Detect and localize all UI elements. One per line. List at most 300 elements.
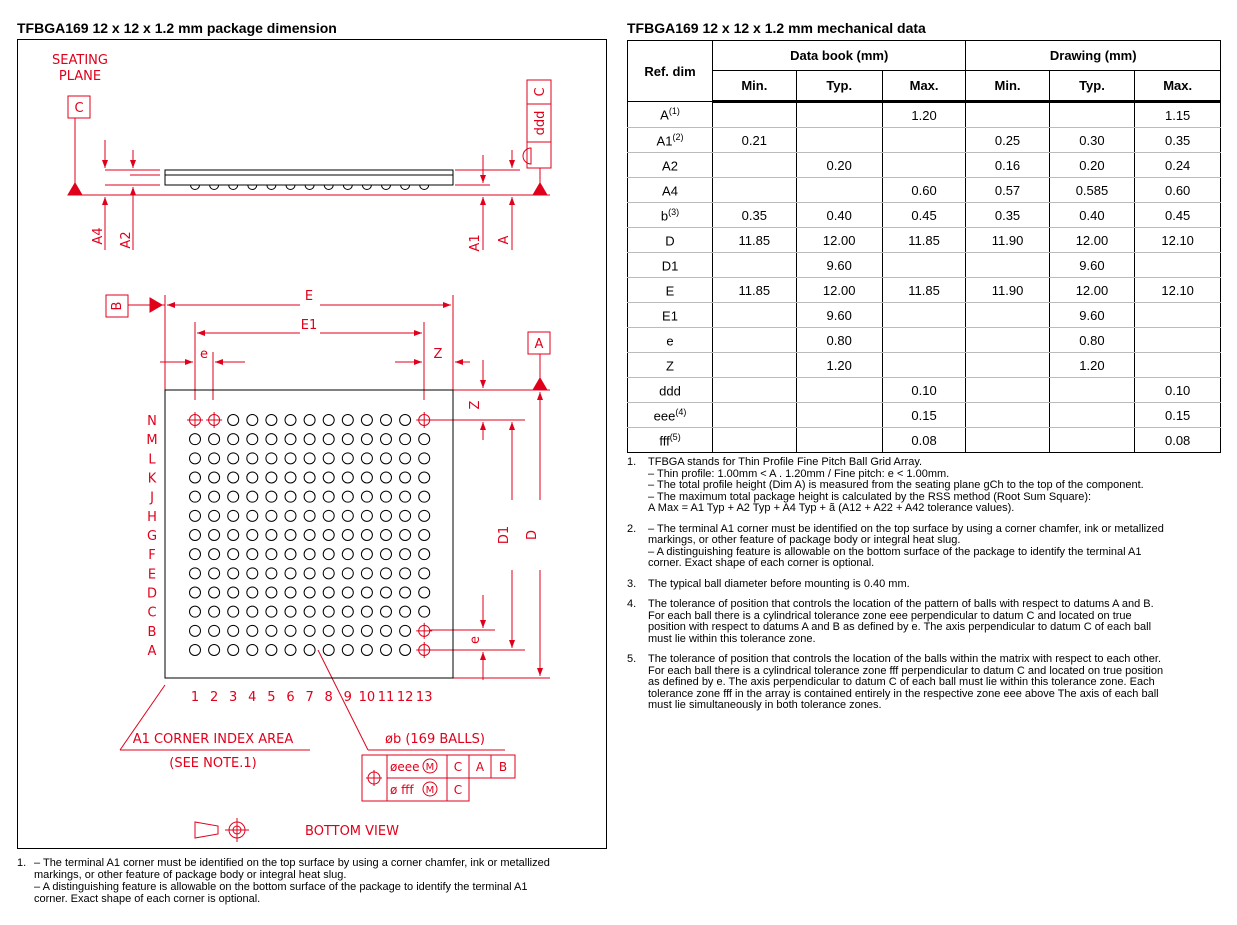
ball: [381, 568, 392, 579]
sub-header: Max.: [1135, 71, 1221, 102]
value-cell: [966, 328, 1049, 353]
side-ball: [401, 185, 410, 190]
ball: [304, 530, 315, 541]
note-number: 4.: [627, 598, 637, 610]
ball: [400, 472, 411, 483]
column-label: 8: [324, 690, 333, 705]
value-cell: 12.10: [1135, 278, 1221, 303]
value-cell: 0.40: [796, 203, 882, 228]
side-ball: [382, 185, 391, 190]
ball: [285, 587, 296, 598]
ball: [266, 415, 277, 426]
sub-header: Min.: [966, 71, 1049, 102]
value-cell: 0.40: [1049, 203, 1135, 228]
ball: [400, 415, 411, 426]
value-cell: [713, 328, 797, 353]
ref-dim-cell: ddd: [628, 378, 713, 403]
ball: [323, 510, 334, 521]
corner-index-label: A1 CORNER INDEX AREA: [132, 732, 294, 747]
e-width-label: E: [304, 289, 314, 304]
column-label: 3: [229, 690, 238, 705]
side-ball: [324, 185, 333, 190]
ball: [228, 491, 239, 502]
note-item: [627, 599, 1221, 645]
value-cell: 0.80: [1049, 328, 1135, 353]
z-vertical-label: Z: [468, 400, 483, 410]
ball: [266, 453, 277, 464]
note-number: 3.: [627, 577, 637, 590]
note-number: 5.: [627, 653, 637, 665]
ball: [304, 549, 315, 560]
value-cell: [1135, 253, 1221, 278]
ball: [342, 472, 353, 483]
value-cell: 0.35: [1135, 128, 1221, 153]
ball: [304, 568, 315, 579]
ball: [209, 453, 220, 464]
ball: [209, 491, 220, 502]
value-cell: 0.21: [713, 128, 797, 153]
ball: [228, 434, 239, 445]
ball: [266, 549, 277, 560]
ball: [266, 472, 277, 483]
value-cell: [1135, 353, 1221, 378]
ball: [190, 645, 201, 656]
sub-header: Min.: [713, 71, 797, 102]
table-row: [628, 203, 1221, 228]
row-label: N: [147, 414, 157, 429]
ball: [285, 625, 296, 636]
ball: [400, 625, 411, 636]
side-ball: [248, 185, 257, 189]
value-cell: 11.85: [713, 278, 797, 303]
ball: [304, 625, 315, 636]
side-ball: [305, 185, 314, 190]
note-line: – The terminal A1 corner must be identified on the top surface by using a corner chamfer, ink or metallized: [648, 522, 1164, 535]
fcf-row1-datum-b: B: [498, 760, 508, 774]
ball: [228, 549, 239, 560]
ball: [381, 549, 392, 560]
table-notes: [627, 457, 1221, 721]
ball: [228, 415, 239, 426]
value-cell: 0.35: [713, 203, 797, 228]
side-ball: [362, 185, 371, 190]
value-cell: 12.00: [796, 228, 882, 253]
side-ball: [343, 185, 352, 190]
note-line: The tolerance of position that controls the location of the pattern of balls with respect to datums A and B.: [648, 598, 1154, 610]
ball: [228, 530, 239, 541]
ball: [419, 530, 430, 541]
ref-dim-cell: fff$^{(5)}$: [628, 428, 713, 453]
value-cell: 0.20: [796, 153, 882, 178]
ball: [266, 625, 277, 636]
table-row: [628, 428, 1221, 453]
note-line: – Thin profile: 1.00mm < A . 1.20mm / Fine pitch: e < 1.00mm.: [648, 467, 950, 480]
value-cell: 12.00: [796, 278, 882, 303]
ball: [323, 549, 334, 560]
value-cell: [966, 403, 1049, 428]
ball: [381, 625, 392, 636]
ball: [304, 491, 315, 502]
value-cell: [796, 403, 882, 428]
value-cell: [713, 378, 797, 403]
note-line: tolerance zone fff in the array is contained entirely in the respective zone eee above The axis of each ball: [648, 687, 1159, 700]
note-number: 1.: [627, 456, 637, 468]
ball: [400, 587, 411, 598]
ball: [285, 549, 296, 560]
row-label: H: [147, 509, 157, 525]
value-cell: [882, 328, 966, 353]
ball: [247, 645, 258, 656]
value-cell: 0.10: [882, 378, 966, 403]
pitch-vertical-label: e: [468, 636, 483, 644]
value-cell: 11.90: [966, 228, 1049, 253]
ball: [247, 606, 258, 617]
seating-plane-label-line2: PLANE: [58, 69, 102, 84]
ball: [209, 568, 220, 579]
balls-label: øb (169 BALLS): [385, 732, 485, 747]
sub-header: Typ.: [796, 71, 882, 102]
ball: [381, 645, 392, 656]
ball: [304, 645, 315, 656]
value-cell: 0.15: [1135, 403, 1221, 428]
ball: [304, 606, 315, 617]
package-dimension-drawing: [0, 0, 620, 860]
ball: [247, 453, 258, 464]
ball: [342, 549, 353, 560]
ball: [209, 472, 220, 483]
row-label: G: [146, 529, 158, 544]
row-label: F: [148, 548, 156, 564]
value-cell: 11.85: [882, 278, 966, 303]
value-cell: 0.08: [1135, 428, 1221, 453]
ball: [266, 530, 277, 541]
row-label: C: [147, 605, 157, 621]
ball: [323, 453, 334, 464]
ball: [247, 415, 258, 426]
datum-c-label: C: [74, 101, 84, 116]
column-labels: [191, 690, 433, 705]
drawing-footnote: [17, 857, 607, 905]
value-cell: [713, 253, 797, 278]
ball: [285, 645, 296, 656]
ball: [323, 645, 334, 656]
note-line: – The maximum total package height is calculated by the RSS method (Root Sum Square):: [648, 490, 1092, 503]
ball: [381, 491, 392, 502]
datum-a-label: A: [534, 337, 544, 352]
ball: [400, 568, 411, 579]
ball: [342, 453, 353, 464]
ball: [266, 645, 277, 656]
value-cell: 1.20: [796, 353, 882, 378]
value-cell: [713, 303, 797, 328]
ball: [285, 472, 296, 483]
column-label: 10: [358, 690, 376, 705]
ref-dim-cell: Z: [628, 353, 713, 378]
ball: [209, 625, 220, 636]
value-cell: [882, 353, 966, 378]
ball: [266, 606, 277, 617]
ball: [228, 568, 239, 579]
ball: [381, 434, 392, 445]
ball: [285, 434, 296, 445]
ball: [361, 568, 372, 579]
value-cell: 0.10: [1135, 378, 1221, 403]
corner-note-label: (SEE NOTE.1): [169, 756, 257, 771]
note-item: [627, 457, 1221, 515]
d-label: D: [525, 529, 540, 541]
ball: [342, 530, 353, 541]
row-label: J: [150, 490, 154, 506]
ball: [228, 587, 239, 598]
drawing-title: TFBGA169 12 x 12 x 1.2 mm package dimension: [17, 20, 337, 36]
value-cell: [1049, 428, 1135, 453]
side-ball: [267, 185, 276, 190]
ddd-label: ddd: [533, 110, 548, 136]
table-row: [628, 128, 1221, 153]
ball: [190, 549, 201, 560]
value-cell: 9.60: [1049, 253, 1135, 278]
ball-grid: [187, 412, 432, 658]
ball: [342, 491, 353, 502]
ball: [361, 472, 372, 483]
value-cell: [713, 178, 797, 203]
value-cell: 11.85: [882, 228, 966, 253]
ball: [381, 606, 392, 617]
note-line: The tolerance of position that controls the location of the balls within the matrix with respect to each other.: [648, 653, 1162, 665]
ball: [228, 472, 239, 483]
value-cell: [796, 178, 882, 203]
ball: [323, 587, 334, 598]
ref-dim-cell: D1: [628, 253, 713, 278]
value-cell: [966, 102, 1049, 128]
ball: [266, 434, 277, 445]
note-line: TFBGA stands for Thin Profile Fine Pitch Ball Grid Array.: [648, 456, 923, 468]
ball: [381, 453, 392, 464]
ball: [342, 415, 353, 426]
table-row: [628, 228, 1221, 253]
ball: [285, 530, 296, 541]
ball: [190, 587, 201, 598]
column-label: 5: [267, 690, 276, 705]
value-cell: 0.585: [1049, 178, 1135, 203]
ball: [266, 587, 277, 598]
ball: [266, 510, 277, 521]
ball: [247, 568, 258, 579]
value-cell: 0.60: [1135, 178, 1221, 203]
ball: [304, 510, 315, 521]
note-line: – A distinguishing feature is allowable on the bottom surface of the package to identify the terminal A1: [648, 545, 1142, 558]
ball: [247, 491, 258, 502]
table-row: [628, 378, 1221, 403]
note-line: must lie simultaneously in both tolerance zones.: [648, 699, 882, 711]
ball: [323, 568, 334, 579]
mmc-modifier-icon: M: [425, 762, 435, 773]
value-cell: 1.15: [1135, 102, 1221, 128]
ball: [209, 606, 220, 617]
row-label: E: [147, 567, 157, 583]
value-cell: [1049, 403, 1135, 428]
value-cell: 1.20: [882, 102, 966, 128]
ball: [381, 415, 392, 426]
ball: [228, 453, 239, 464]
table-row: [628, 403, 1221, 428]
ball: [304, 453, 315, 464]
ball: [342, 606, 353, 617]
note-line: position with respect to datums A and B as defined by e. The axis perpendicular to datum C of each ball: [648, 621, 1152, 633]
value-cell: 0.45: [882, 203, 966, 228]
value-cell: 0.60: [882, 178, 966, 203]
note-line: For each ball there is a cylindrical tolerance zone fff perpendicular to datum C and located on true position: [648, 664, 1164, 677]
value-cell: [966, 378, 1049, 403]
ref-dim-cell: A2: [628, 153, 713, 178]
note-line: must lie within this tolerance zone.: [648, 632, 816, 645]
table-row: [628, 253, 1221, 278]
ball: [323, 434, 334, 445]
ball: [400, 645, 411, 656]
ball: [361, 491, 372, 502]
value-cell: 1.20: [1049, 353, 1135, 378]
ball: [285, 491, 296, 502]
ball: [400, 491, 411, 502]
value-cell: [796, 128, 882, 153]
d1-label: D1: [497, 525, 512, 545]
ball: [247, 587, 258, 598]
table-row: [628, 102, 1221, 128]
ball: [323, 415, 334, 426]
ball: [419, 549, 430, 560]
ball: [285, 606, 296, 617]
note-item: [627, 579, 1221, 591]
column-label: 4: [248, 690, 257, 705]
drawing-footnote-number: 1.: [17, 857, 27, 869]
fcf-row2-datum-c: C: [453, 783, 463, 797]
ball: [400, 453, 411, 464]
mmc-modifier-icon: M: [425, 785, 435, 796]
e1-width-label: E1: [300, 318, 318, 333]
ball: [228, 645, 239, 656]
ball: [190, 606, 201, 617]
value-cell: 0.35: [966, 203, 1049, 228]
side-ball: [420, 185, 429, 190]
value-cell: 0.08: [882, 428, 966, 453]
column-label: 9: [343, 690, 352, 705]
row-labels: [146, 414, 157, 659]
table-row: [628, 278, 1221, 303]
value-cell: [882, 303, 966, 328]
ball: [190, 510, 201, 521]
ball: [209, 549, 220, 560]
ball: [361, 530, 372, 541]
value-cell: [796, 428, 882, 453]
ball: [400, 434, 411, 445]
ball: [285, 415, 296, 426]
table-row: [628, 328, 1221, 353]
column-label: 1: [190, 690, 200, 705]
value-cell: [1049, 102, 1135, 128]
ball: [361, 434, 372, 445]
row-label: B: [147, 624, 157, 640]
value-cell: [882, 253, 966, 278]
ball: [381, 472, 392, 483]
note-line: corner. Exact shape of each corner is optional.: [648, 557, 875, 569]
ball: [228, 625, 239, 636]
ball: [419, 491, 430, 502]
ball: [190, 625, 201, 636]
value-cell: [966, 428, 1049, 453]
ball: [285, 510, 296, 521]
ref-dim-header: Ref. dim: [628, 41, 713, 102]
note-line: as defined by e. The axis perpendicular to datum C of each ball must lie within this tolerance zone. Each: [648, 676, 1155, 688]
ball: [342, 645, 353, 656]
ref-dim-cell: E: [628, 278, 713, 303]
value-cell: 0.25: [966, 128, 1049, 153]
column-label: 7: [305, 690, 314, 705]
column-label: 2: [209, 690, 219, 705]
a4-dim-label: A4: [91, 227, 106, 245]
side-ball: [286, 185, 295, 190]
ball: [419, 453, 430, 464]
ball: [285, 568, 296, 579]
ref-dim-cell: $A^{(1)}$: [628, 102, 713, 128]
value-cell: [796, 378, 882, 403]
value-cell: [1135, 303, 1221, 328]
a-dim-label: A: [497, 235, 512, 245]
ball: [304, 587, 315, 598]
ball: [400, 530, 411, 541]
value-cell: 9.60: [796, 303, 882, 328]
fcf-eee: øeee: [390, 760, 420, 774]
column-label: 12: [396, 690, 414, 705]
data-book-header: Data book (mm): [713, 41, 966, 71]
note-line: For each ball there is a cylindrical tolerance zone eee perpendicular to datum C and located on true: [648, 609, 1132, 622]
ball: [323, 491, 334, 502]
seating-plane-label-line1: SEATING: [52, 53, 108, 68]
table-title: TFBGA169 12 x 12 x 1.2 mm mechanical data: [627, 20, 926, 36]
value-cell: 12.00: [1049, 278, 1135, 303]
ball: [361, 549, 372, 560]
ref-dim-cell: D: [628, 228, 713, 253]
drawing-header: Drawing (mm): [966, 41, 1221, 71]
ball: [342, 587, 353, 598]
ball: [190, 568, 201, 579]
ball: [304, 472, 315, 483]
drawing-footnote-line: corner. Exact shape of each corner is optional.: [34, 893, 261, 905]
value-cell: 9.60: [1049, 303, 1135, 328]
ball: [323, 625, 334, 636]
ball: [381, 510, 392, 521]
value-cell: [882, 153, 966, 178]
value-cell: [966, 303, 1049, 328]
ref-dim-cell: A1$^{(2)}$: [628, 128, 713, 153]
ball: [361, 645, 372, 656]
ball: [209, 434, 220, 445]
ball: [342, 434, 353, 445]
ball: [266, 568, 277, 579]
value-cell: 9.60: [796, 253, 882, 278]
value-cell: [1049, 378, 1135, 403]
ball: [323, 530, 334, 541]
ball: [361, 453, 372, 464]
drawing-footnote-line: – The terminal A1 corner must be identified on the top surface by using a corner chamfer, ink or metallized: [34, 857, 550, 869]
ball: [247, 472, 258, 483]
value-cell: 0.30: [1049, 128, 1135, 153]
ref-dim-cell: eee$^{(4)}$: [628, 403, 713, 428]
value-cell: [713, 403, 797, 428]
value-cell: 11.90: [966, 278, 1049, 303]
fcf-fff: ø fff: [390, 783, 414, 797]
side-ball: [210, 185, 219, 190]
ball: [419, 510, 430, 521]
